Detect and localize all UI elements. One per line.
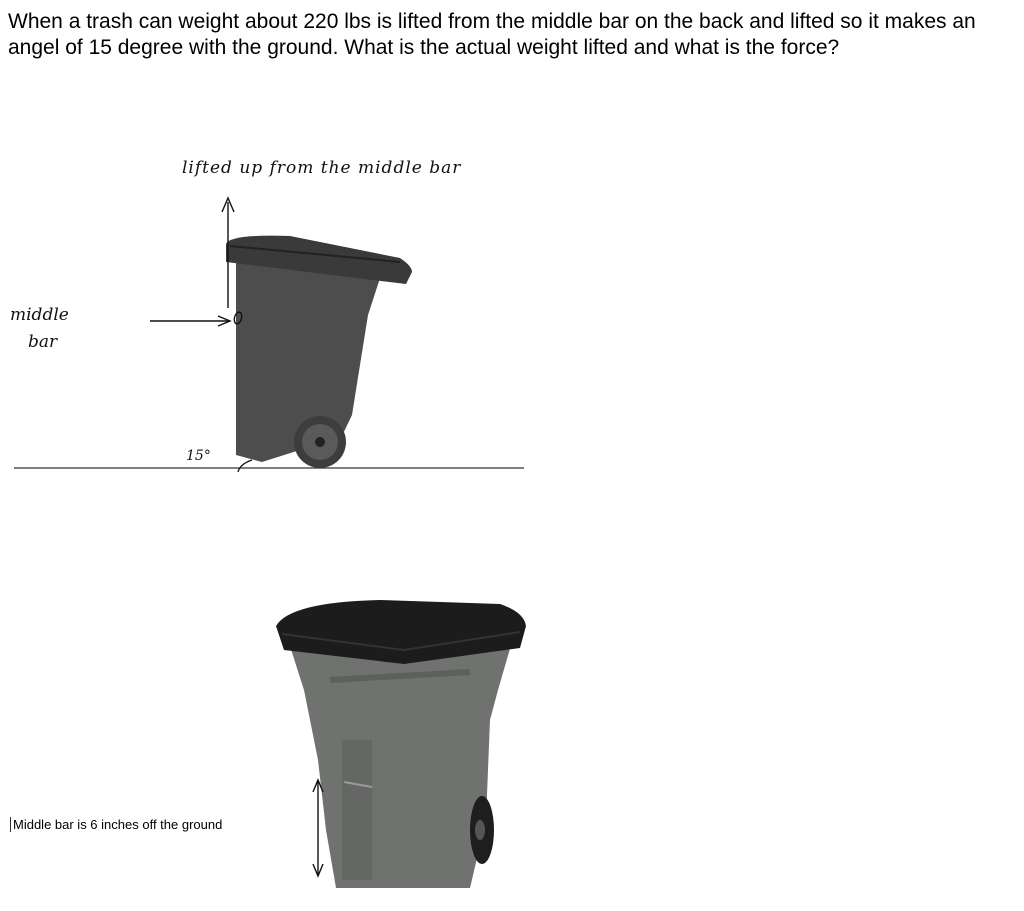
lift-note: lifted up from the middle bar xyxy=(182,158,462,178)
side-view-trash-can xyxy=(226,236,412,468)
front-view-trash-can xyxy=(276,600,526,888)
question-text: When a trash can weight about 220 lbs is lifted from the middle bar on the back and lifted so it makes an angel of 15 degree with the ground. What is the actual weight lifted and what is the force? xyxy=(8,10,976,59)
middle-bar-arrow xyxy=(150,311,243,326)
caption-text: Middle bar is 6 inches off the ground xyxy=(10,817,222,832)
middle-bar-label-line1: middle xyxy=(10,305,69,325)
middle-bar-label-line2: bar xyxy=(28,332,58,352)
height-arrow xyxy=(313,780,323,876)
angle-label: 15° xyxy=(186,448,211,464)
angle-arc xyxy=(238,460,252,472)
